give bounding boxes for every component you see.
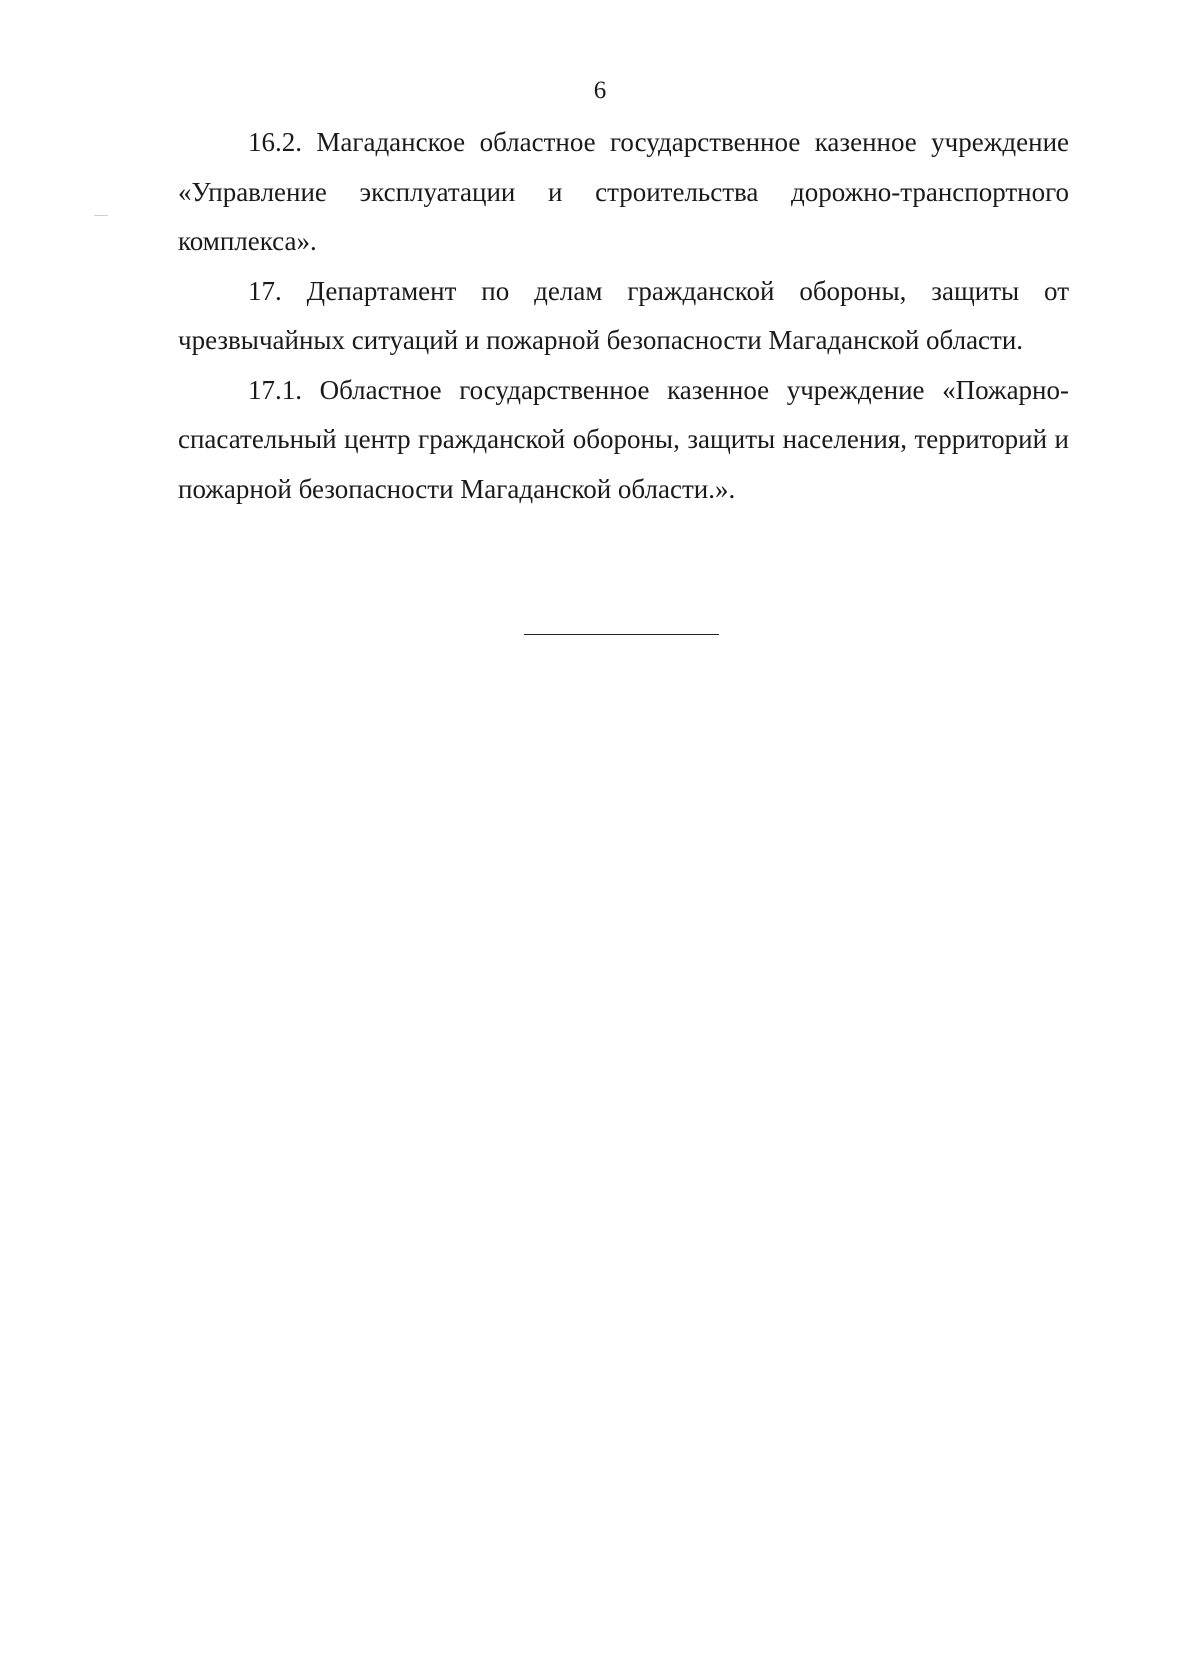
page-number: 6 (593, 77, 607, 104)
end-of-text-rule (524, 634, 719, 635)
paragraph-17: 17. Департамент по делам гражданской обороны, защиты от чрезвычайных ситуаций и пожарной безопасности Магаданской области. (178, 275, 1069, 355)
paragraph-17-1: 17.1. Областное государственное казенное учреждение «Пожарно-спасательный центр гражданской обороны, защиты населения, территорий и пожарной безопасности Магаданской области.». (178, 374, 1069, 504)
scan-margin-mark (94, 215, 108, 216)
paragraph-16-2: 16.2. Магаданское областное государственное казенное учреждение «Управление эксплуатации и строительства дорожно-транспортного комплекса». (178, 127, 1069, 256)
document-body (178, 118, 1069, 514)
